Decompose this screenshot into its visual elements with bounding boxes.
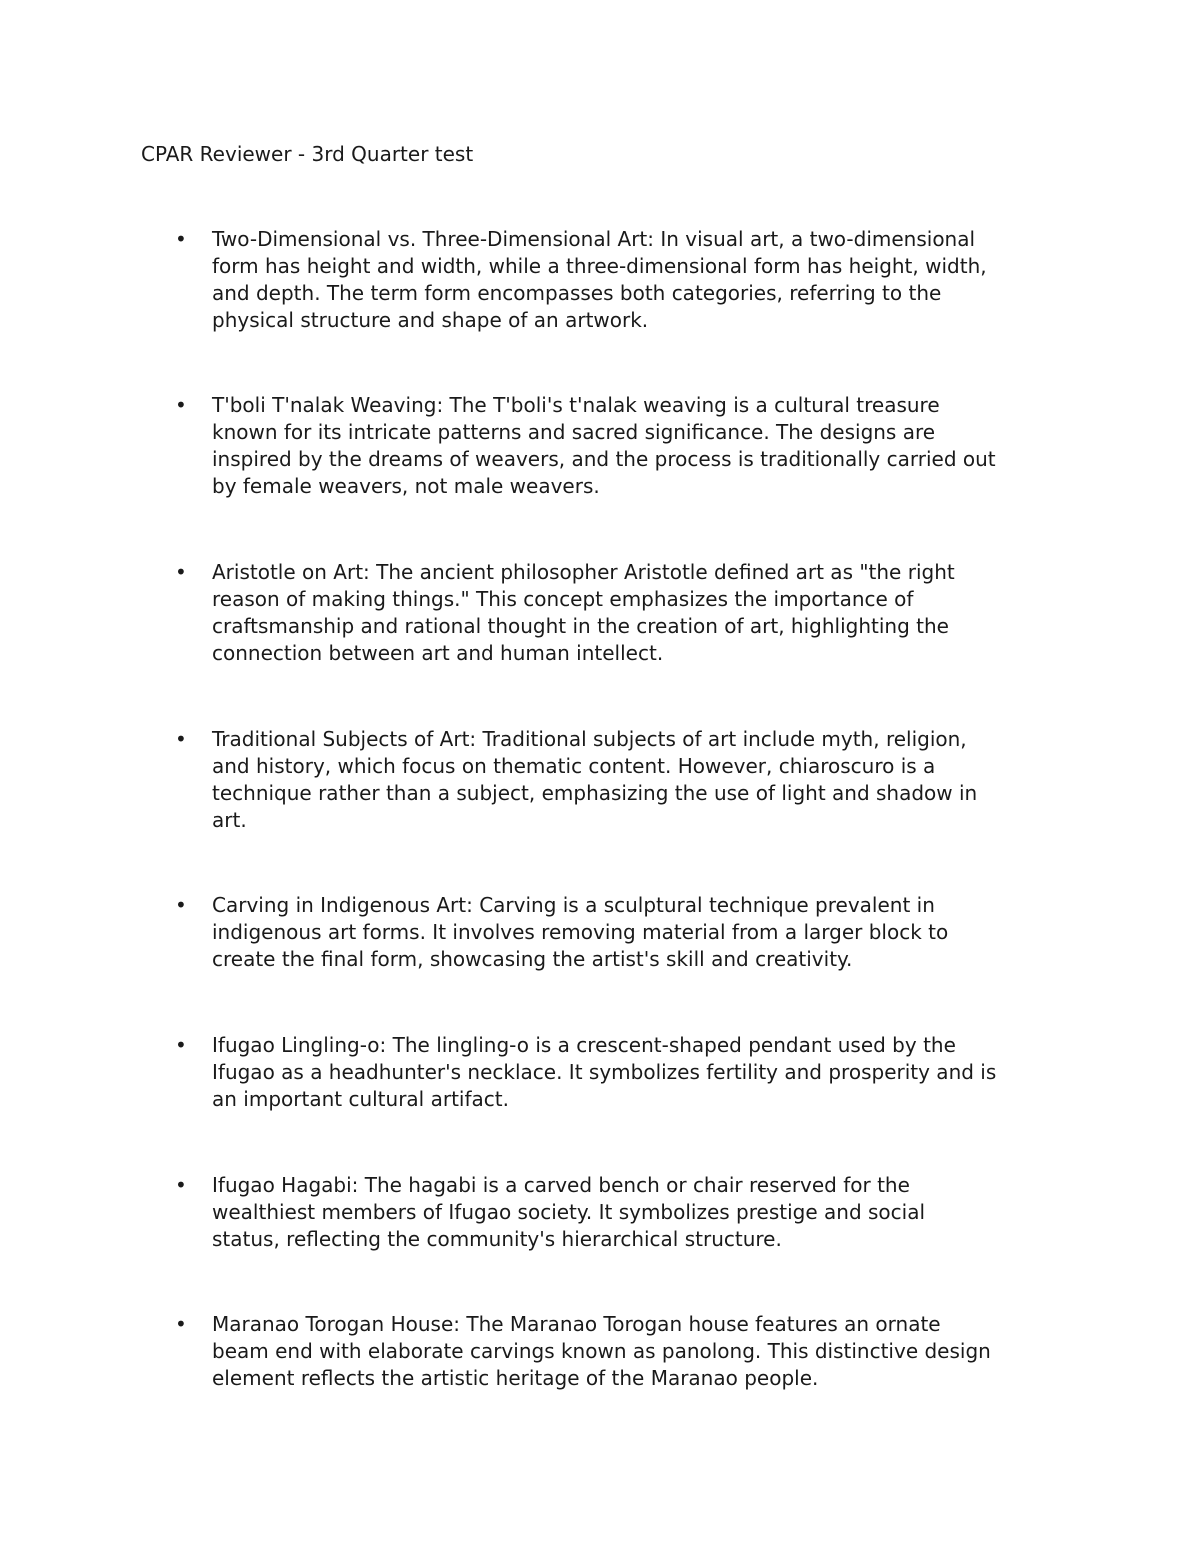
text-line: status, reflecting the community's hierarchical structure. [212, 1227, 782, 1251]
text-line: create the final form, showcasing the artist's skill and creativity. [212, 947, 853, 971]
bullet-icon: • [175, 727, 187, 751]
bullet-icon: • [175, 893, 187, 917]
bullet-icon: • [175, 1033, 187, 1057]
text-line: wealthiest members of Ifugao society. It symbolizes prestige and social [212, 1200, 926, 1224]
bullet-icon: • [175, 560, 187, 584]
text-line: Ifugao Hagabi: The hagabi is a carved bench or chair reserved for the [212, 1173, 910, 1197]
text-line: connection between art and human intellect. [212, 641, 664, 665]
text-line: and history, which focus on thematic content. However, chiaroscuro is a [212, 754, 936, 778]
text-line: Two-Dimensional vs. Three-Dimensional Art: In visual art, a two-dimensional [212, 227, 976, 251]
text-line: technique rather than a subject, emphasizing the use of light and shadow in [212, 781, 978, 805]
text-line: by female weavers, not male weavers. [212, 474, 600, 498]
text-line: known for its intricate patterns and sacred significance. The designs are [212, 420, 936, 444]
text-line: Carving in Indigenous Art: Carving is a sculptural technique prevalent in [212, 893, 935, 917]
text-line: T'boli T'nalak Weaving: The T'boli's t'nalak weaving is a cultural treasure [212, 393, 940, 417]
text-line: element reflects the artistic heritage of the Maranao people. [212, 1366, 819, 1390]
text-line: an important cultural artifact. [212, 1087, 509, 1111]
list-item-text [212, 1172, 1072, 1253]
text-line: reason of making things." This concept emphasizes the importance of [212, 587, 914, 611]
list-item-text [212, 226, 1072, 334]
text-line: inspired by the dreams of weavers, and the process is traditionally carried out [212, 447, 996, 471]
text-line: indigenous art forms. It involves removing material from a larger block to [212, 920, 949, 944]
list-item-text [212, 1032, 1072, 1113]
bullet-icon: • [175, 393, 187, 417]
text-line: physical structure and shape of an artwork. [212, 308, 649, 332]
text-line: and depth. The term form encompasses both categories, referring to the [212, 281, 942, 305]
list-item-text [212, 392, 1072, 500]
text-line: Ifugao Lingling-o: The lingling-o is a crescent-shaped pendant used by the [212, 1033, 956, 1057]
text-line: form has height and width, while a three-dimensional form has height, width, [212, 254, 987, 278]
list-item-text [212, 1311, 1072, 1392]
text-line: beam end with elaborate carvings known as panolong. This distinctive design [212, 1339, 991, 1363]
text-line: Aristotle on Art: The ancient philosopher Aristotle defined art as "the right [212, 560, 955, 584]
bullet-icon: • [175, 227, 187, 251]
text-line: craftsmanship and rational thought in the creation of art, highlighting the [212, 614, 949, 638]
bullet-icon: • [175, 1173, 187, 1197]
document-title: CPAR Reviewer - 3rd Quarter test [141, 142, 474, 166]
text-line: Traditional Subjects of Art: Traditional subjects of art include myth, religion, [212, 727, 967, 751]
bullet-icon: • [175, 1312, 187, 1336]
text-line: Ifugao as a headhunter's necklace. It symbolizes fertility and prosperity and is [212, 1060, 997, 1084]
list-item-text [212, 559, 1072, 667]
list-item-text [212, 726, 1072, 834]
list-item-text [212, 892, 1072, 973]
text-line: Maranao Torogan House: The Maranao Torogan house features an ornate [212, 1312, 941, 1336]
text-line: art. [212, 808, 247, 832]
